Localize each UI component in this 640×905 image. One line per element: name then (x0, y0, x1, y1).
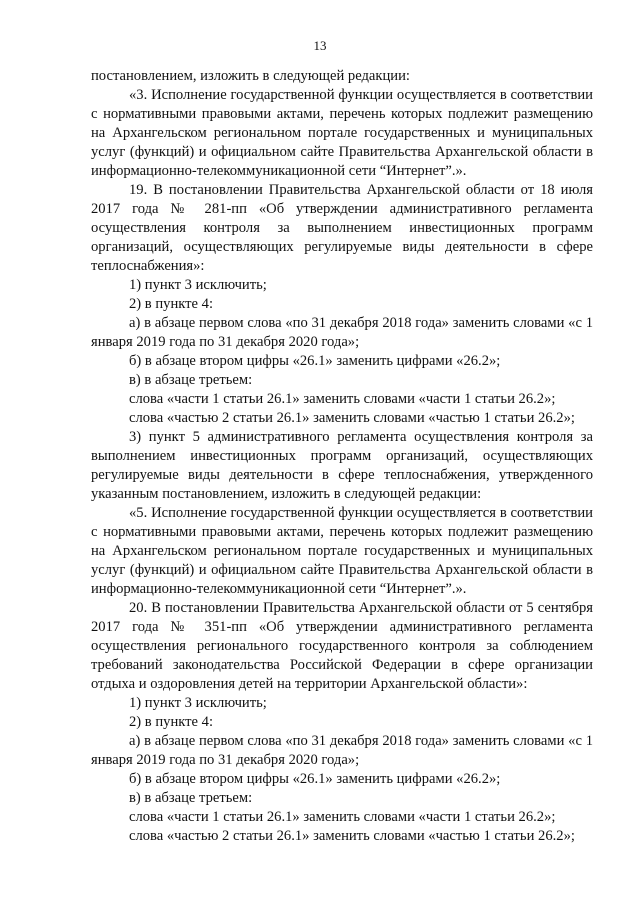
paragraph-4: 2) в пункте 4: (129, 296, 214, 312)
paragraph-0: постановлением, изложить в следующей редакции: (91, 68, 410, 84)
paragraph-14: 2) в пункте 4: (129, 714, 214, 730)
paragraph-18: слова «части 1 статьи 26.1» заменить словами «части 1 статьи 26.2»; (129, 809, 556, 825)
paragraph-2: 19. В постановлении Правительства Архангельской области от 18 июля 2017 года № 281-пп «Об утверждении административного регламента осуществления контроля за выполнением инвестиционных программ организаций, осуществляющих регулируемые виды деятельности в сфере теплоснабжения»: (91, 182, 593, 274)
paragraph-11: «5. Исполнение государственной функции осуществляется в соответствии с нормативными правовыми актами, перечень которых подлежит размещению на Архангельском региональном портале государственных и муниципальных услуг (функций) и официальном сайте Правительства Архангельской области в информационно-телекоммуникационной сети “Интернет”.». (91, 505, 593, 597)
paragraph-6: б) в абзаце втором цифры «26.1» заменить цифрами «26.2»; (129, 353, 501, 369)
paragraph-13: 1) пункт 3 исключить; (129, 695, 267, 711)
document-body (91, 67, 593, 846)
paragraph-17: в) в абзаце третьем: (129, 790, 253, 806)
paragraph-1: «3. Исполнение государственной функции осуществляется в соответствии с нормативными правовыми актами, перечень которых подлежит размещению на Архангельском региональном портале государственных и муниципальных услуг (функций) и официальном сайте Правительства Архангельской области в информационно-телекоммуникационной сети “Интернет”.». (91, 87, 593, 179)
paragraph-15: а) в абзаце первом слова «по 31 декабря 2018 года» заменить словами «с 1 января 2019 года по 31 декабря 2020 года»; (91, 733, 593, 768)
paragraph-7: в) в абзаце третьем: (129, 372, 253, 388)
paragraph-8: слова «части 1 статьи 26.1» заменить словами «части 1 статьи 26.2»; (129, 391, 556, 407)
paragraph-19: слова «частью 2 статьи 26.1» заменить словами «частью 1 статьи 26.2»; (129, 828, 575, 844)
paragraph-12: 20. В постановлении Правительства Архангельской области от 5 сентября 2017 года № 351-пп «Об утверждении административного регламента осуществления регионального государственного контроля за соблюдением требований законодательства Российской Федерации в сфере организации отдыха и оздоровления детей на территории Архангельской области»: (91, 600, 593, 692)
paragraph-5: а) в абзаце первом слова «по 31 декабря 2018 года» заменить словами «с 1 января 2019 года по 31 декабря 2020 года»; (91, 315, 593, 350)
paragraph-9: слова «частью 2 статьи 26.1» заменить словами «частью 1 статьи 26.2»; (129, 410, 575, 426)
paragraph-10: 3) пункт 5 административного регламента осуществления контроля за выполнением инвестиционных программ организаций, осуществляющих регулируемые виды деятельности в сфере теплоснабжения, утвержденного указанным постановлением, изложить в следующей редакции: (91, 429, 593, 502)
paragraph-3: 1) пункт 3 исключить; (129, 277, 267, 293)
paragraph-16: б) в абзаце втором цифры «26.1» заменить цифрами «26.2»; (129, 771, 501, 787)
page-number: 13 (313, 38, 327, 53)
